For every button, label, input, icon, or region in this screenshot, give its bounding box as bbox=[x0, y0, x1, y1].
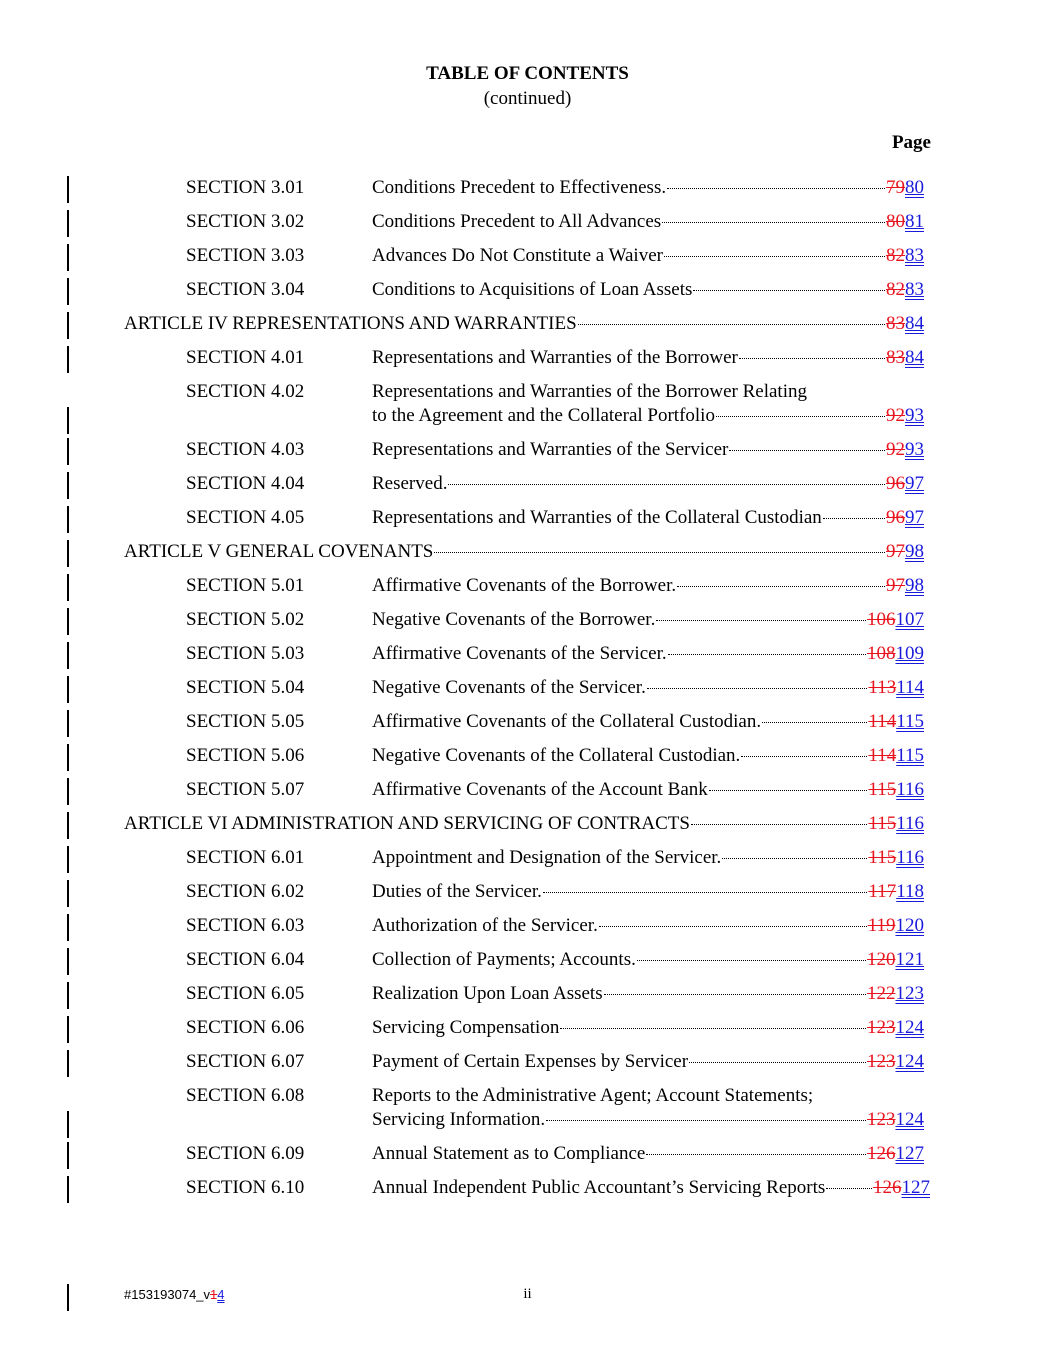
section-number: SECTION 4.05 bbox=[186, 507, 305, 528]
entry-title: Conditions to Acquisitions of Loan Assets bbox=[372, 279, 693, 300]
change-bar bbox=[67, 1176, 69, 1203]
entry-title: Annual Statement as to Compliance bbox=[372, 1143, 646, 1164]
page-number-inserted[interactable]: 118 bbox=[896, 881, 924, 902]
entry-title: ARTICLE VI ADMINISTRATION AND SERVICING OF CONTRACTS bbox=[124, 813, 690, 834]
page-number-deleted: 117 bbox=[868, 881, 897, 902]
change-bar bbox=[67, 438, 69, 465]
change-bar bbox=[67, 540, 69, 567]
entry-title: Negative Covenants of the Borrower. bbox=[372, 609, 656, 630]
page-number-deleted: 97 bbox=[886, 575, 905, 596]
change-bar bbox=[67, 1050, 69, 1077]
change-bar bbox=[67, 642, 69, 669]
dot-leader bbox=[646, 1154, 866, 1155]
toc-section-entry[interactable] bbox=[0, 346, 1055, 376]
document-version-deleted: 1 bbox=[210, 1287, 218, 1302]
entry-title: Authorization of the Servicer. bbox=[372, 915, 598, 936]
page-number-deleted: 96 bbox=[886, 473, 905, 494]
section-number: SECTION 6.01 bbox=[186, 847, 305, 868]
toc-section-entry[interactable] bbox=[0, 1142, 1055, 1172]
change-bar bbox=[67, 812, 69, 839]
entry-title: Realization Upon Loan Assets bbox=[372, 983, 603, 1004]
change-bar bbox=[67, 407, 69, 434]
dot-leader bbox=[599, 926, 867, 927]
dot-leader bbox=[662, 222, 885, 223]
change-bar bbox=[67, 506, 69, 533]
page-number-deleted: 82 bbox=[886, 279, 905, 300]
page-number-inserted[interactable]: 98 bbox=[905, 541, 924, 562]
section-number: SECTION 5.01 bbox=[186, 575, 305, 596]
dot-leader bbox=[691, 824, 867, 825]
page-number-inserted[interactable]: 124 bbox=[895, 1109, 924, 1130]
dot-leader bbox=[546, 1120, 866, 1121]
section-number: SECTION 5.02 bbox=[186, 609, 305, 630]
entry-title: Appointment and Designation of the Servicer. bbox=[372, 847, 722, 868]
section-number: SECTION 6.02 bbox=[186, 881, 305, 902]
section-number: SECTION 3.02 bbox=[186, 211, 305, 232]
page-number-inserted[interactable]: 93 bbox=[905, 405, 924, 426]
section-number: SECTION 5.04 bbox=[186, 677, 305, 698]
page-number-inserted[interactable]: 97 bbox=[905, 473, 924, 494]
entry-title-line1: Reports to the Administrative Agent; Account Statements; bbox=[372, 1085, 814, 1106]
section-number: SECTION 6.09 bbox=[186, 1143, 305, 1164]
change-bar bbox=[67, 312, 69, 339]
entry-title: Collection of Payments; Accounts. bbox=[372, 949, 636, 970]
change-bar bbox=[67, 244, 69, 271]
page-number-inserted[interactable]: 84 bbox=[905, 313, 924, 334]
page-number-deleted: 115 bbox=[868, 847, 897, 868]
page-number-deleted: 79 bbox=[886, 177, 905, 198]
toc-section-entry[interactable] bbox=[0, 778, 1055, 808]
change-bar bbox=[67, 982, 69, 1009]
toc-section-entry[interactable] bbox=[0, 574, 1055, 604]
page-number-deleted: 115 bbox=[868, 779, 897, 800]
entry-title: Duties of the Servicer. bbox=[372, 881, 542, 902]
entry-title: Negative Covenants of the Servicer. bbox=[372, 677, 646, 698]
document-id-prefix: #153193074_v bbox=[124, 1287, 211, 1302]
entry-title: Representations and Warranties of the Servicer bbox=[372, 439, 729, 460]
entry-title: Servicing Information. bbox=[372, 1109, 546, 1130]
section-number: SECTION 4.02 bbox=[186, 381, 305, 402]
page-number-deleted: 122 bbox=[867, 983, 896, 1004]
dot-leader bbox=[448, 484, 885, 485]
section-number: SECTION 5.06 bbox=[186, 745, 305, 766]
change-bar bbox=[67, 676, 69, 703]
page-number-deleted: 106 bbox=[867, 609, 896, 630]
toc-section-entry[interactable] bbox=[0, 744, 1055, 774]
toc-section-entry[interactable] bbox=[0, 506, 1055, 536]
toc-section-entry[interactable] bbox=[0, 278, 1055, 308]
dot-leader bbox=[739, 358, 885, 359]
page-number-deleted: 114 bbox=[868, 711, 897, 732]
page-number-inserted[interactable]: 107 bbox=[895, 609, 924, 630]
entry-title: Payment of Certain Expenses by Servicer bbox=[372, 1051, 689, 1072]
section-number: SECTION 6.06 bbox=[186, 1017, 305, 1038]
toc-section-entry[interactable] bbox=[0, 1016, 1055, 1046]
page-number-inserted[interactable]: 97 bbox=[905, 507, 924, 528]
entry-title: Reserved. bbox=[372, 473, 448, 494]
document-version-inserted: 4 bbox=[217, 1287, 225, 1302]
dot-leader bbox=[560, 1028, 866, 1029]
page-number-deleted: 96 bbox=[886, 507, 905, 528]
dot-leader bbox=[677, 586, 885, 587]
change-bar bbox=[67, 1016, 69, 1043]
toc-section-entry[interactable] bbox=[0, 1084, 1055, 1142]
page-number-inserted[interactable]: 83 bbox=[905, 279, 924, 300]
page-number-deleted: 123 bbox=[867, 1051, 896, 1072]
dot-leader bbox=[693, 290, 885, 291]
page-number-deleted: 123 bbox=[867, 1109, 896, 1130]
dot-leader bbox=[578, 324, 885, 325]
page-number-inserted[interactable]: 114 bbox=[896, 677, 924, 698]
change-bar bbox=[67, 846, 69, 873]
entry-title: Conditions Precedent to Effectiveness. bbox=[372, 177, 667, 198]
page-number-inserted[interactable]: 93 bbox=[905, 439, 924, 460]
page-number-inserted[interactable]: 127 bbox=[895, 1143, 924, 1164]
dot-leader bbox=[826, 1188, 872, 1189]
section-number: SECTION 5.07 bbox=[186, 779, 305, 800]
page-number-deleted: 92 bbox=[886, 405, 905, 426]
section-number: SECTION 5.03 bbox=[186, 643, 305, 664]
page-number-inserted[interactable]: 116 bbox=[896, 779, 924, 800]
toc-section-entry[interactable] bbox=[0, 676, 1055, 706]
dot-leader bbox=[709, 790, 868, 791]
page-column-label: Page bbox=[891, 132, 931, 153]
toc-section-entry[interactable] bbox=[0, 608, 1055, 638]
entry-title: Affirmative Covenants of the Borrower. bbox=[372, 575, 677, 596]
section-number: SECTION 5.05 bbox=[186, 711, 305, 732]
change-bar bbox=[67, 176, 69, 203]
dot-leader bbox=[434, 552, 885, 553]
page-number-inserted[interactable]: 123 bbox=[895, 983, 924, 1004]
change-bar bbox=[67, 608, 69, 635]
page-number-inserted[interactable]: 80 bbox=[905, 177, 924, 198]
toc-section-entry[interactable] bbox=[0, 1176, 1055, 1206]
entry-title: Conditions Precedent to All Advances bbox=[372, 211, 662, 232]
change-bar bbox=[67, 744, 69, 771]
page-number-deleted: 120 bbox=[867, 949, 896, 970]
page-number-deleted: 82 bbox=[886, 245, 905, 266]
entry-title: Annual Independent Public Accountant’s Servicing Reports bbox=[372, 1177, 826, 1198]
dot-leader bbox=[543, 892, 868, 893]
page-number-inserted[interactable]: 124 bbox=[895, 1017, 924, 1038]
change-bar bbox=[67, 1111, 69, 1138]
page-number-deleted: 126 bbox=[867, 1143, 896, 1164]
toc-section-entry[interactable] bbox=[0, 438, 1055, 468]
change-bar bbox=[67, 210, 69, 237]
change-bar bbox=[67, 1142, 69, 1169]
page-number-inserted[interactable]: 98 bbox=[905, 575, 924, 596]
dot-leader bbox=[823, 518, 885, 519]
dot-leader bbox=[637, 960, 866, 961]
change-bar bbox=[67, 778, 69, 805]
entry-title: Servicing Compensation bbox=[372, 1017, 560, 1038]
page-number-inserted[interactable]: 83 bbox=[905, 245, 924, 266]
dot-leader bbox=[667, 188, 885, 189]
dot-leader bbox=[604, 994, 866, 995]
section-number: SECTION 4.03 bbox=[186, 439, 305, 460]
section-number: SECTION 3.04 bbox=[186, 279, 305, 300]
page-number-inserted[interactable]: 81 bbox=[905, 211, 924, 232]
page-number-inserted[interactable]: 124 bbox=[895, 1051, 924, 1072]
entry-title-line1: Representations and Warranties of the Borrower Relating bbox=[372, 381, 807, 402]
section-number: SECTION 3.03 bbox=[186, 245, 305, 266]
entry-title: Affirmative Covenants of the Collateral Custodian. bbox=[372, 711, 762, 732]
toc-article-entry[interactable] bbox=[0, 540, 1055, 570]
page-number-deleted: 115 bbox=[868, 813, 897, 834]
toc-section-entry[interactable] bbox=[0, 642, 1055, 672]
dot-leader bbox=[647, 688, 868, 689]
page-number-deleted: 83 bbox=[886, 347, 905, 368]
change-bar bbox=[67, 948, 69, 975]
dot-leader bbox=[716, 416, 885, 417]
page-number-deleted: 92 bbox=[886, 439, 905, 460]
toc-section-entry[interactable] bbox=[0, 176, 1055, 206]
page-number-inserted[interactable]: 84 bbox=[905, 347, 924, 368]
page-number-deleted: 126 bbox=[873, 1177, 902, 1198]
toc-section-entry[interactable] bbox=[0, 1050, 1055, 1080]
entry-title: Affirmative Covenants of the Servicer. bbox=[372, 643, 667, 664]
toc-subtitle: (continued) bbox=[483, 88, 572, 109]
toc-section-entry[interactable] bbox=[0, 880, 1055, 910]
toc-section-entry[interactable] bbox=[0, 710, 1055, 740]
page-number-deleted: 113 bbox=[868, 677, 897, 698]
footer-page-number: ii bbox=[523, 1286, 532, 1302]
entry-title: Advances Do Not Constitute a Waiver bbox=[372, 245, 663, 266]
section-number: SECTION 3.01 bbox=[186, 177, 305, 198]
page-number-deleted: 114 bbox=[868, 745, 897, 766]
toc-section-entry[interactable] bbox=[0, 244, 1055, 274]
entry-title: to the Agreement and the Collateral Portfolio bbox=[372, 405, 715, 426]
entry-title: Representations and Warranties of the Borrower bbox=[372, 347, 738, 368]
section-number: SECTION 6.04 bbox=[186, 949, 305, 970]
entry-title: Negative Covenants of the Collateral Custodian. bbox=[372, 745, 741, 766]
dot-leader bbox=[664, 256, 885, 257]
change-bar bbox=[67, 914, 69, 941]
page-number-deleted: 123 bbox=[867, 1017, 896, 1038]
section-number: SECTION 6.08 bbox=[186, 1085, 305, 1106]
dot-leader bbox=[689, 1062, 866, 1063]
dot-leader bbox=[656, 620, 866, 621]
page-number-inserted[interactable]: 121 bbox=[895, 949, 924, 970]
page-number-inserted[interactable]: 115 bbox=[896, 711, 924, 732]
dot-leader bbox=[668, 654, 866, 655]
change-bar bbox=[67, 278, 69, 305]
page-number-deleted: 108 bbox=[867, 643, 896, 664]
toc-title: TABLE OF CONTENTS bbox=[426, 63, 629, 84]
toc-section-entry[interactable] bbox=[0, 380, 1055, 438]
page-number-deleted: 83 bbox=[886, 313, 905, 334]
page-number-inserted[interactable]: 116 bbox=[896, 813, 924, 834]
entry-title: Representations and Warranties of the Collateral Custodian bbox=[372, 507, 822, 528]
dot-leader bbox=[741, 756, 867, 757]
section-number: SECTION 4.04 bbox=[186, 473, 305, 494]
page-number-inserted[interactable]: 120 bbox=[895, 915, 924, 936]
page-number-inserted[interactable]: 127 bbox=[901, 1177, 930, 1198]
section-number: SECTION 6.05 bbox=[186, 983, 305, 1004]
page-number-deleted: 119 bbox=[867, 915, 896, 936]
toc-section-entry[interactable] bbox=[0, 846, 1055, 876]
dot-leader bbox=[722, 858, 867, 859]
toc-section-entry[interactable] bbox=[0, 982, 1055, 1012]
change-bar bbox=[67, 574, 69, 601]
toc-section-entry[interactable] bbox=[0, 210, 1055, 240]
section-number: SECTION 6.03 bbox=[186, 915, 305, 936]
page-number-deleted: 80 bbox=[886, 211, 905, 232]
toc-section-entry[interactable] bbox=[0, 948, 1055, 978]
toc-section-entry[interactable] bbox=[0, 472, 1055, 502]
page-number-inserted[interactable]: 116 bbox=[896, 847, 924, 868]
change-bar bbox=[67, 880, 69, 907]
entry-title: ARTICLE V GENERAL COVENANTS bbox=[124, 541, 434, 562]
page-number-deleted: 97 bbox=[886, 541, 905, 562]
section-number: SECTION 4.01 bbox=[186, 347, 305, 368]
change-bar bbox=[67, 710, 69, 737]
entry-title: ARTICLE IV REPRESENTATIONS AND WARRANTIES bbox=[124, 313, 577, 334]
entry-title: Affirmative Covenants of the Account Bank bbox=[372, 779, 708, 800]
toc-article-entry[interactable] bbox=[0, 312, 1055, 342]
dot-leader bbox=[762, 722, 867, 723]
toc-article-entry[interactable] bbox=[0, 812, 1055, 842]
toc-section-entry[interactable] bbox=[0, 914, 1055, 944]
page-number-inserted[interactable]: 115 bbox=[896, 745, 924, 766]
section-number: SECTION 6.10 bbox=[186, 1177, 305, 1198]
dot-leader bbox=[729, 450, 885, 451]
change-bar bbox=[67, 472, 69, 499]
page-number-inserted[interactable]: 109 bbox=[895, 643, 924, 664]
change-bar bbox=[67, 346, 69, 373]
section-number: SECTION 6.07 bbox=[186, 1051, 305, 1072]
